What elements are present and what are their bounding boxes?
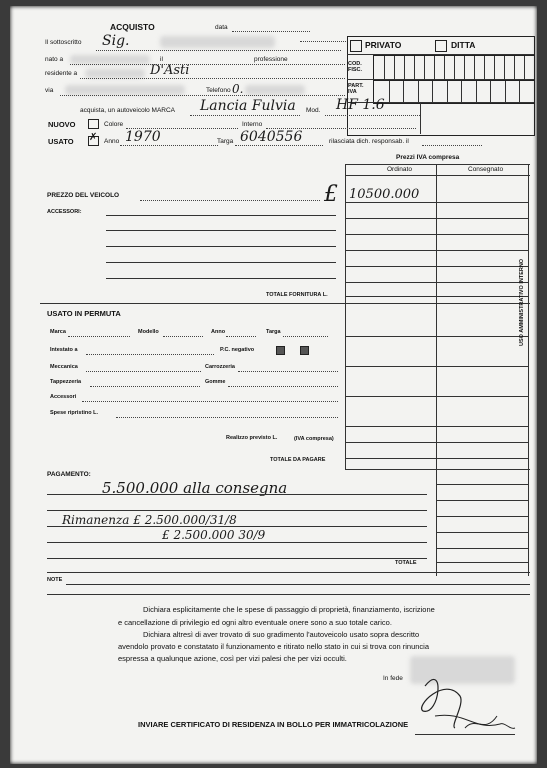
date-label: data (215, 24, 228, 31)
price-row-line (436, 484, 528, 485)
price-row-line (436, 548, 528, 549)
iva-compresa-label: (IVA compresa) (294, 436, 334, 442)
permuta-anno-label: Anno (211, 329, 226, 335)
prezzo-label: PREZZO DEL VEICOLO (47, 192, 120, 199)
interno-label: Interno (242, 121, 263, 128)
targa-label: Targa (217, 138, 234, 145)
accessori-label: ACCESSORI: (47, 209, 82, 215)
grid-divider (490, 81, 491, 103)
tappezzeria-label: Tappezzeria (50, 379, 82, 385)
consegnato-header: Consegnato (468, 166, 504, 173)
grid-divider (418, 81, 419, 103)
ditta-label: DITTA (451, 40, 476, 50)
grid-divider (403, 81, 404, 103)
marca-value: Lancia Fulvia (200, 98, 296, 114)
mod-label: Mod. (306, 107, 321, 114)
rilasciata-label: rilasciata dich. responsab. il (329, 138, 409, 145)
price-row-line (345, 426, 528, 427)
realizzo-label: Realizzo previsto L. (226, 435, 278, 441)
usato-label: USATO (48, 137, 74, 146)
permuta-modello-label: Modello (138, 329, 159, 335)
grid-divider (434, 56, 435, 80)
declaration-line-1: Dichiara esplicitamente che le spese di passaggio di proprietà, finanziamento, iscrizione (143, 605, 435, 614)
intestato-label: Intestato a (50, 347, 78, 353)
price-row-line (345, 366, 528, 367)
note-label: NOTE (47, 577, 63, 583)
cod-fisc-label: COD. FISC. (348, 61, 363, 73)
nuovo-checkbox[interactable] (88, 119, 99, 129)
price-row-line (345, 202, 528, 203)
telefono-value: 0. (232, 82, 244, 96)
totale-fornitura-label: TOTALE FORNITURA L. (266, 292, 328, 298)
privato-label: PRIVATO (365, 40, 402, 50)
usato-check-mark: ✗ (89, 132, 98, 143)
residente-label: residente a (45, 70, 78, 77)
cod-fisc-grid[interactable] (373, 55, 535, 81)
currency-symbol: £ (324, 182, 338, 207)
grid-divider (394, 56, 395, 80)
grid-divider (484, 56, 485, 80)
price-row-line (345, 250, 528, 251)
price-row-line (345, 234, 528, 235)
ordinato-header: Ordinato (387, 166, 412, 173)
prezzo-value: 10500.000 (349, 187, 420, 202)
mod-value: HF 1.6 (336, 97, 385, 113)
carrozzeria-label: Carrozzeria (205, 364, 235, 370)
part-iva-label: PART. IVA (348, 83, 364, 95)
pagamento-line-2: Rimanenza £ 2.500.000/31/8 (62, 513, 237, 527)
permuta-marca-label: Marca (50, 329, 66, 335)
grid-divider (384, 56, 385, 80)
grid-divider (444, 56, 445, 80)
targa-value: 6040556 (240, 129, 303, 145)
il-label: il (160, 56, 163, 63)
grid-divider (524, 56, 525, 80)
anno-label: Anno (104, 138, 120, 145)
price-row-line (345, 218, 528, 219)
permuta-title: USATO IN PERMUTA (47, 309, 121, 318)
via-label: via (45, 87, 54, 94)
spese-label: Spese ripristino L. (50, 410, 98, 416)
price-row-line (345, 458, 528, 459)
sottoscritto-value: Sig. (102, 33, 130, 49)
declaration-line-5: espressa a qualunque azione, così per vizi palesi che per vizi occulti. (118, 654, 347, 663)
form-paper (10, 6, 537, 764)
part-iva-grid[interactable] (373, 80, 535, 104)
price-row-line (345, 296, 528, 297)
totale-label: TOTALE (395, 560, 417, 566)
signature (405, 656, 525, 736)
price-row-line (345, 396, 528, 397)
sottoscritto-label: Il sottoscritto (45, 39, 82, 46)
anno-value: 1970 (125, 129, 161, 145)
declaration-line-4: avendolo provato e constatato il funzionamento e ritirato nello stato in cui si trova con rinuncia (118, 642, 430, 651)
grid-divider (514, 56, 515, 80)
grid-divider (464, 56, 465, 80)
nato-label: nato a (45, 56, 64, 63)
declaration-line-3: Dichiara altresì di aver trovato di suo gradimento l'autoveicolo usato sopra descritto (143, 630, 420, 639)
footer-instruction: INVIARE CERTIFICATO DI RESIDENZA IN BOLLO PER IMMATRICOLAZIONE (138, 720, 409, 729)
grid-divider (461, 81, 462, 103)
grid-divider (432, 81, 433, 103)
grid-divider (424, 56, 425, 80)
grid-divider (494, 56, 495, 80)
price-row-line (436, 562, 528, 563)
totale-da-pagare-label: TOTALE DA PAGARE (270, 457, 326, 463)
redacted-name (160, 36, 275, 48)
privato-checkbox[interactable] (350, 40, 362, 52)
grid-divider (454, 56, 455, 80)
permuta-targa-label: Targa (266, 329, 281, 335)
price-row-line (345, 336, 528, 337)
grid-divider (474, 56, 475, 80)
pagamento-label: PAGAMENTO: (47, 471, 91, 478)
price-row-line (345, 442, 528, 443)
acquista-label: acquista, un autoveicolo MARCA (80, 107, 176, 114)
gomme-label: Gomme (205, 379, 226, 385)
price-row-line (436, 516, 528, 517)
side-label: USO AMMINISTRATIVO INTERNO (519, 258, 525, 346)
price-row-line (436, 532, 528, 533)
price-row-line (345, 266, 528, 267)
nuovo-label: NUOVO (48, 120, 76, 129)
meccanica-label: Meccanica (50, 364, 78, 370)
grid-divider (519, 81, 520, 103)
grid-divider (414, 56, 415, 80)
pc-negativo-si-box[interactable] (276, 346, 285, 355)
grid-divider (389, 81, 390, 103)
pc-negativo-no-box[interactable] (300, 346, 309, 355)
grid-divider (504, 56, 505, 80)
permuta-accessori-label: Accessori (50, 394, 77, 400)
colore-label: Colore (104, 121, 124, 128)
declaration-line-2: e cancellazione di privilegio ed ogni altro eventuale onere sono a suo totale carico. (118, 618, 392, 627)
pagamento-line-3: £ 2.500.000 30/9 (162, 528, 266, 542)
residente-value: D'Asti (150, 63, 190, 78)
pagamento-line-1: 5.500.000 alla consegna (102, 479, 288, 497)
grid-divider (447, 81, 448, 103)
form-title: ACQUISTO (110, 22, 155, 32)
professione-label: professione (254, 56, 288, 63)
in-fede-label: In fede (383, 675, 403, 682)
price-row-line (436, 500, 528, 501)
grid-divider (404, 56, 405, 80)
pc-negativo-label: P.C. negativo (220, 347, 255, 353)
grid-divider (476, 81, 477, 103)
ditta-checkbox[interactable] (435, 40, 447, 52)
price-row-line (345, 282, 528, 283)
prezzi-header: Prezzi IVA compresa (396, 154, 460, 161)
grid-divider (505, 81, 506, 103)
telefono-label: Telefono (206, 87, 231, 94)
